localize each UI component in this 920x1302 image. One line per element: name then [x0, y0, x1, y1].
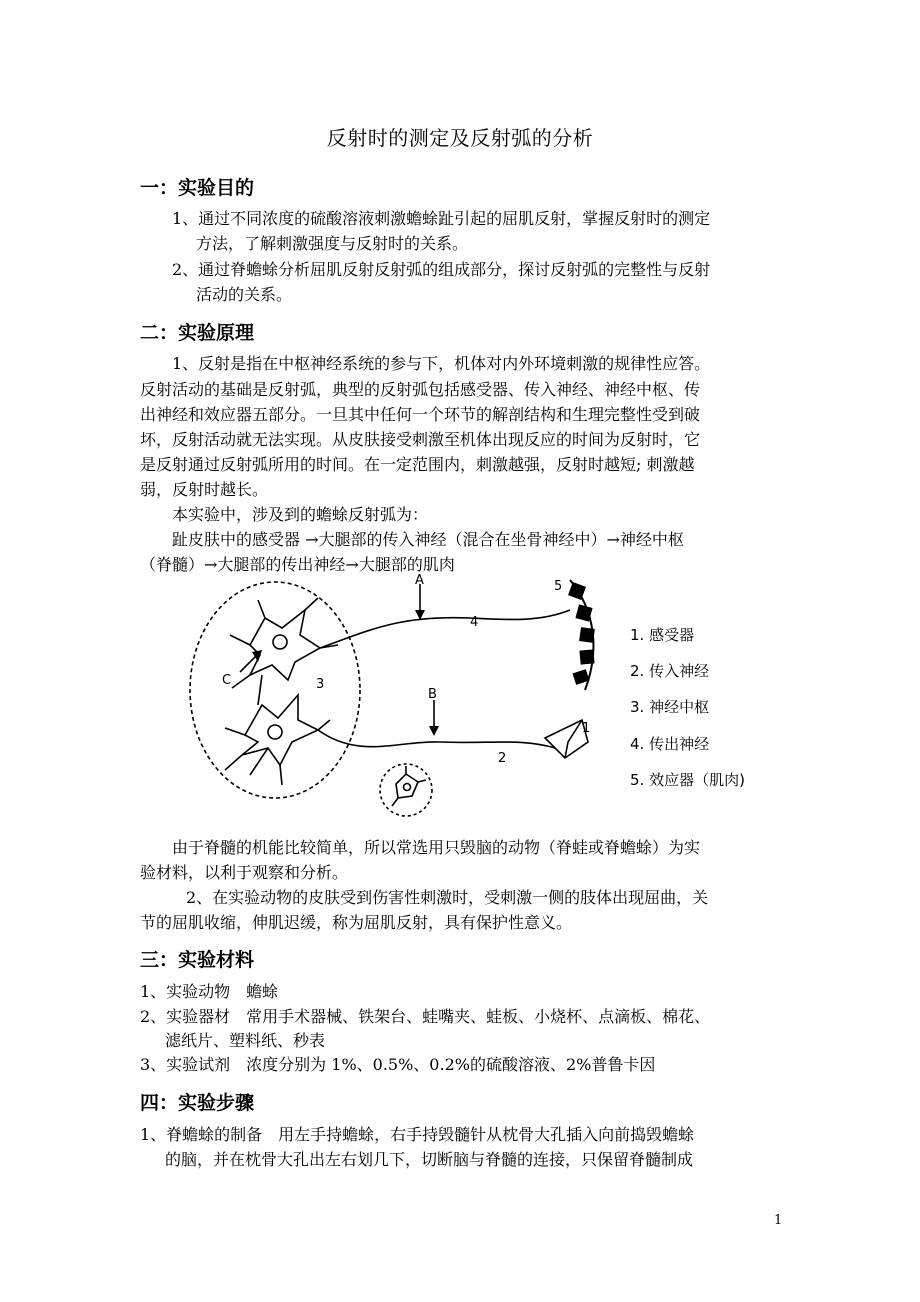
label-5: 5: [554, 579, 563, 594]
principle-para3-line2: 验材料，以利于观察和分析。: [140, 863, 349, 882]
section-heading-steps: 四：实验步骤: [140, 1092, 255, 1114]
reflex-arc-diagram: [170, 570, 630, 830]
label-2: 2: [498, 751, 507, 766]
label-4: 4: [470, 615, 479, 630]
lower-neuron: [242, 695, 318, 765]
principle-para1-line4: 坏，反射活动就无法实现。从皮肤接受刺激至机体出现反应的时间为反射时，它: [140, 430, 701, 449]
principle-para2: 本实验中，涉及到的蟾蜍反射弧为：: [172, 505, 429, 524]
label-c: C: [222, 673, 232, 688]
principle-para1-line1: 1、反射是指在中枢神经系统的参与下，机体对内外环境刺激的规律性应答。: [172, 354, 711, 373]
section-heading-materials: 三：实验材料: [140, 949, 255, 971]
materials-line3: 滤纸片、塑料纸、秒表: [165, 1031, 326, 1050]
section-heading-principle: 二：实验原理: [140, 322, 255, 344]
label-a: A: [415, 573, 424, 588]
purpose-item-1-line2: 方法，了解刺激强度与反射时的关系。: [196, 234, 469, 253]
principle-para4-line2: 节的屈肌收缩，伸肌迟缓，称为屈肌反射，具有保护性意义。: [140, 913, 573, 932]
page-number: 1: [774, 1213, 783, 1228]
page-title: 反射时的测定及反射弧的分析: [326, 126, 594, 150]
legend-receptor: 1. 感受器: [630, 626, 695, 644]
purpose-item-2-line1: 2、通过脊蟾蜍分析屈肌反射反射弧的组成部分，探讨反射弧的完整性与反射: [172, 260, 711, 279]
legend-efferent: 4. 传出神经: [630, 735, 710, 753]
label-3: 3: [316, 677, 325, 692]
legend-afferent: 2. 传入神经: [630, 662, 710, 680]
legend-center: 3. 神经中枢: [630, 698, 710, 716]
principle-para1-line5: 是反射通过反射弧所用的时间。在一定范围内，刺激越强，反射时越短; 刺激越: [140, 455, 695, 474]
efferent-nerve: [320, 610, 570, 648]
principle-para1-line6: 弱，反射时越长。: [140, 480, 269, 499]
materials-line2: 2、实验器材 常用手术器械、铁架台、蛙嘴夹、蛙板、小烧杯、点滴板、棉花、: [140, 1007, 711, 1026]
label-b: B: [428, 687, 437, 702]
principle-para1-line2: 反射活动的基础是反射弧，典型的反射弧包括感受器、传入神经、神经中枢、传: [140, 380, 701, 399]
principle-para1-line3: 出神经和效应器五部分。一旦其中任何一个环节的解剖结构和生理完整性受到破: [140, 405, 701, 424]
nerve-center-ellipse: [190, 582, 360, 798]
upper-neuron: [250, 610, 320, 680]
materials-line1: 1、实验动物 蟾蜍: [140, 982, 279, 1001]
label-1: 1: [582, 721, 591, 736]
materials-line4: 3、实验试剂 浓度分别为 1%、0.5%、0.2%的硫酸溶液、2%普鲁卡因: [140, 1055, 656, 1074]
reflex-path-line2: （脊髓）→大腿部的传出神经→大腿部的肌肉: [140, 555, 455, 574]
purpose-item-1-line1: 1、通过不同浓度的硫酸溶液刺激蟾蜍趾引起的屈肌反射，掌握反射时的测定: [172, 209, 711, 228]
muscle-effector: [568, 580, 595, 690]
steps-line2: 的脑，并在枕骨大孔出左右划几下，切断脑与脊髓的连接，只保留脊髓制成: [165, 1150, 694, 1169]
steps-line1: 1、脊蟾蜍的制备 用左手持蟾蜍，右手持毁髓针从枕骨大孔插入向前捣毁蟾蜍: [140, 1125, 695, 1144]
principle-para4-line1: 2、在实验动物的皮肤受到伤害性刺激时，受刺激一侧的肢体出现屈曲，关: [186, 888, 709, 907]
section-heading-purpose: 一：实验目的: [140, 177, 255, 199]
legend-effector: 5. 效应器（肌肉): [630, 771, 745, 789]
principle-para3-line1: 由于脊髓的机能比较简单，所以常选用只毁脑的动物（脊蛙或脊蟾蜍）为实: [172, 838, 701, 857]
purpose-item-2-line2: 活动的关系。: [196, 285, 293, 304]
reflex-path-line1: 趾皮肤中的感受器 →大腿部的传入神经（混合在坐骨神经中）→神经中枢: [172, 530, 684, 549]
